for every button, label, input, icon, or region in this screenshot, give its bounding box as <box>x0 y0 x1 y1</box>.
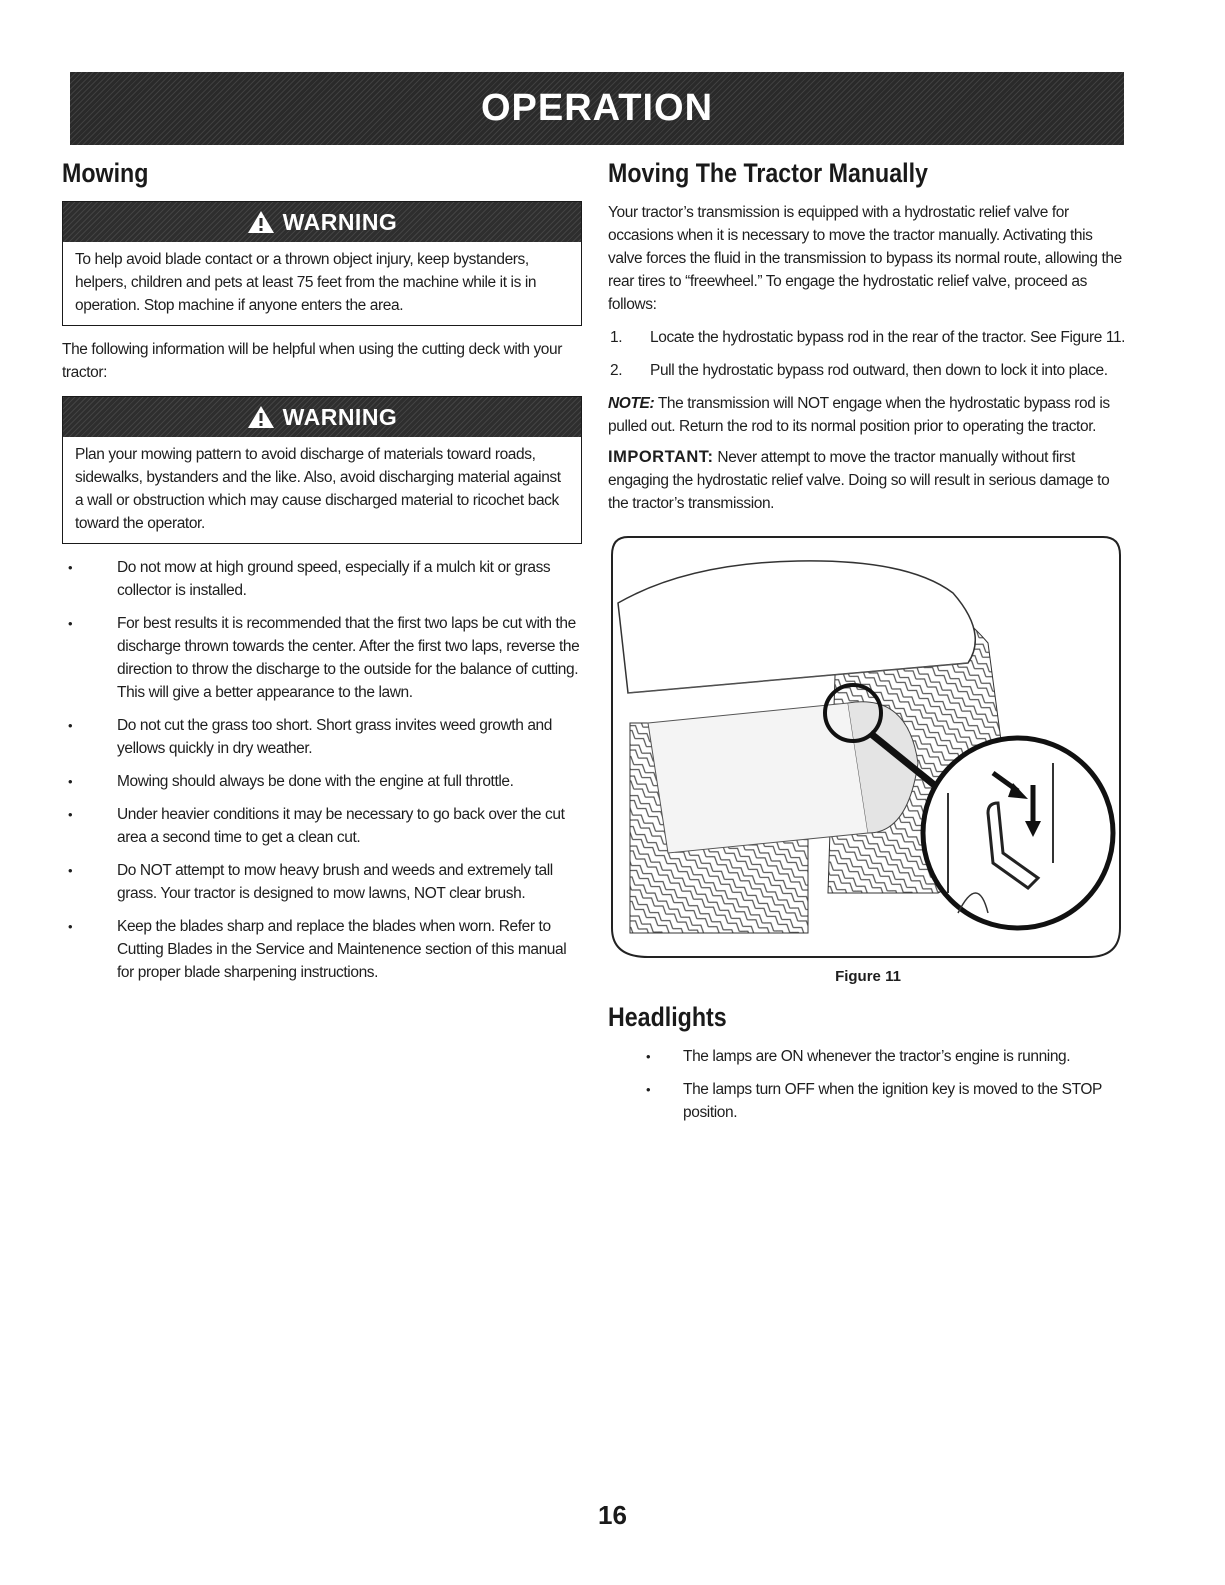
figure-caption: Figure 11 <box>835 968 901 985</box>
bullet-icon: • <box>68 807 73 822</box>
warning-bar <box>63 397 581 437</box>
warning-text: To help avoid blade contact or a thrown object injury, keep bystanders, helpers, children and pets at least 75 feet from the machine while it is in operation. Stop machine if anyone enters the area. <box>75 251 537 314</box>
section-title: OPERATION <box>480 87 714 129</box>
warning-bar <box>63 202 581 242</box>
warning-label: WARNING <box>282 403 398 430</box>
bullet-icon: • <box>68 774 73 789</box>
bullet-icon: • <box>68 863 73 878</box>
step-item <box>608 359 1128 382</box>
list-item: • Do not cut the grass too short. Short grass invites weed growth and yellows quickly in dry weather. <box>62 714 582 760</box>
bullet-icon: • <box>68 718 73 733</box>
warning-box-2 <box>62 396 582 544</box>
list-item: • Keep the blades sharp and replace the blades when worn. Refer to Cutting Blades in the Service and Maintenence section of this manual for proper blade sharpening instructions. <box>62 915 582 984</box>
bullet-icon: • <box>646 1082 651 1097</box>
list-item: • The lamps are ON whenever the tractor’s engine is running. <box>608 1045 1128 1068</box>
warning-triangle-icon <box>247 405 275 429</box>
step-number: 2. <box>610 362 623 379</box>
right-column <box>608 150 1128 1134</box>
moving-intro: Your tractor’s transmission is equipped with a hydrostatic relief valve for occasions when it is necessary to move the tractor manually. Activating this valve forces the fluid in the transmission to bypass its normal route, allowing the rear tires to “freewheel.” To engage the hydrostatic relief valve, proceed as follows: <box>608 204 1122 313</box>
step-item <box>608 326 1128 349</box>
page-number: 16 <box>598 1500 627 1530</box>
section-banner <box>70 72 1124 145</box>
note-paragraph <box>608 392 1128 438</box>
list-item: • Do not mow at high ground speed, especially if a mulch kit or grass collector is installed. <box>62 556 582 602</box>
list-item: • The lamps turn OFF when the ignition key is moved to the STOP position. <box>608 1078 1128 1124</box>
warning-triangle-icon <box>247 210 275 234</box>
step-text: Locate the hydrostatic bypass rod in the rear of the tractor. See Figure 11. <box>650 329 1126 346</box>
step-number: 1. <box>610 329 623 346</box>
list-item: • Under heavier conditions it may be necessary to go back over the cut area a second time to get a clean cut. <box>62 803 582 849</box>
mowing-heading: Mowing <box>62 158 149 188</box>
step-text: Pull the hydrostatic bypass rod outward, then down to lock it into place. <box>650 362 1108 379</box>
headlights-bullet-list <box>608 1045 1128 1124</box>
bullet-icon: • <box>68 616 73 631</box>
left-column <box>62 150 582 994</box>
bullet-icon: • <box>68 560 73 575</box>
figure-11-illustration <box>608 533 1123 961</box>
headlights-heading: Headlights <box>608 1002 727 1032</box>
mowing-bullet-list <box>62 556 582 984</box>
bullet-icon: • <box>68 919 73 934</box>
mowing-intro: The following information will be helpful when using the cutting deck with your tractor: <box>62 341 562 381</box>
list-item: • Do NOT attempt to mow heavy brush and weeds and extremely tall grass. Your tractor is designed to mow lawns, NOT clear brush. <box>62 859 582 905</box>
list-item: • Mowing should always be done with the engine at full throttle. <box>62 770 582 793</box>
important-label: IMPORTANT: <box>608 448 714 466</box>
tractor-bypass-rod-illustration <box>608 533 1123 961</box>
bullet-icon: • <box>646 1049 651 1064</box>
important-paragraph <box>608 446 1128 515</box>
important-text: Never attempt to move the tractor manually without first engaging the hydrostatic relief valve. Doing so will result in serious damage to the tractor’s transmission. <box>608 449 1110 512</box>
warning-box-1 <box>62 201 582 326</box>
warning-label: WARNING <box>282 208 398 235</box>
note-text: The transmission will NOT engage when the hydrostatic bypass rod is pulled out. Return the rod to its normal position prior to operating the tractor. <box>608 395 1110 435</box>
list-item: • For best results it is recommended that the first two laps be cut with the discharge thrown towards the center. After the first two laps, reverse the direction to throw the discharge to the outside for the balance of cutting. This will give a better appearance to the lawn. <box>62 612 582 704</box>
warning-text: Plan your mowing pattern to avoid discharge of materials toward roads, sidewalks, bystanders and the like. Also, avoid discharging material against a wall or obstruction which may cause discharged material to ricochet back toward the operator. <box>75 446 561 532</box>
moving-heading: Moving The Tractor Manually <box>608 158 928 188</box>
note-label: NOTE: <box>608 395 655 412</box>
